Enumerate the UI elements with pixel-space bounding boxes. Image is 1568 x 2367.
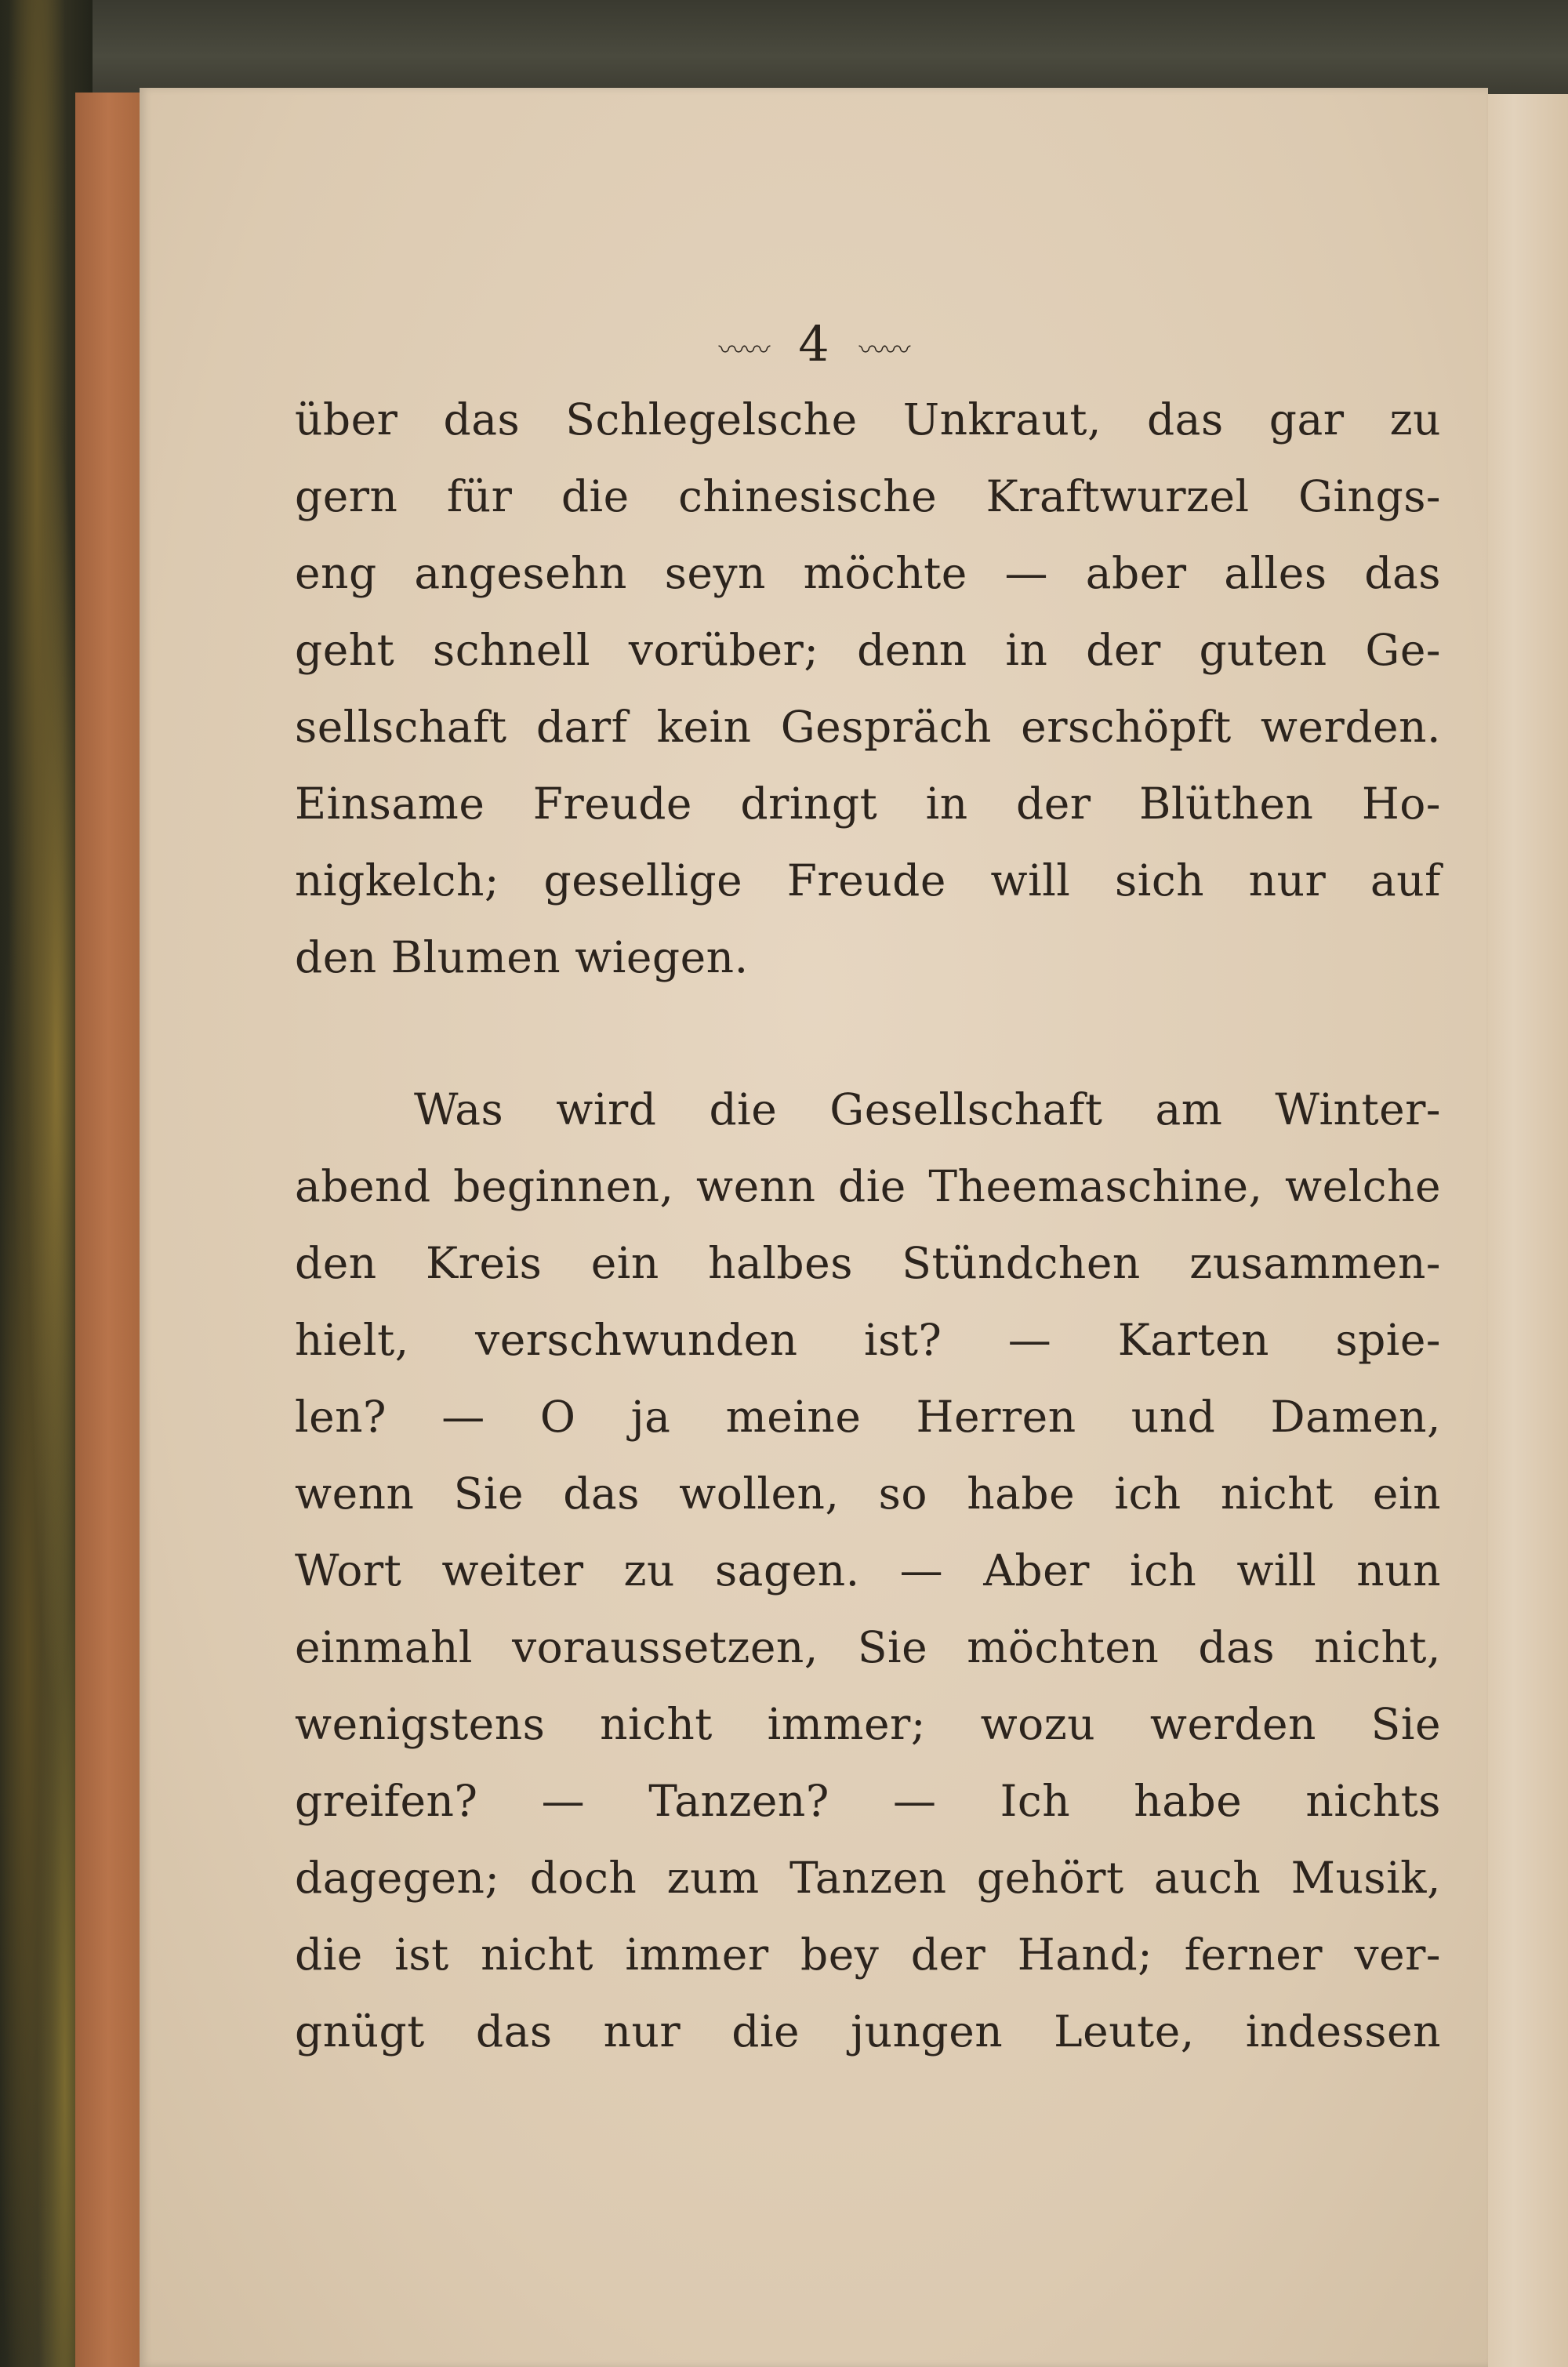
text-line: gnügt das nur die jungen Leute, indessen <box>295 2006 1441 2057</box>
text-line: nigkelch; gesellige Freude will sich nur auf <box>295 855 1441 906</box>
book-page <box>140 88 1488 2367</box>
text-line: Wort weiter zu sagen. — Aber ich will nun <box>295 1545 1441 1596</box>
text-line: eng angesehn seyn möchte — aber alles das <box>295 548 1441 598</box>
text-line: dagegen; doch zum Tanzen gehört auch Musik, <box>295 1853 1441 1903</box>
text-line: sellschaft darf kein Gespräch erschöpft werden. <box>295 702 1441 752</box>
ornament-left-icon: 〰〰 <box>718 335 769 367</box>
text-line: hielt, verschwunden ist? — Karten spie- <box>295 1315 1441 1365</box>
page-number: 4 <box>798 315 829 372</box>
text-line: den Blumen wiegen. <box>295 932 749 982</box>
text-line: einmahl voraussetzen, Sie möchten das nicht, <box>295 1622 1441 1672</box>
pastedown-edge <box>75 93 141 2367</box>
ornament-right-icon: 〰〰 <box>858 335 909 367</box>
text-line: gern für die chinesische Kraftwurzel Gings- <box>295 471 1441 521</box>
text-line: über das Schlegelsche Unkraut, das gar zu <box>295 394 1441 445</box>
text-line: Einsame Freude dringt in der Blüthen Ho- <box>295 779 1441 829</box>
text-line: den Kreis ein halbes Stündchen zusammen- <box>295 1238 1441 1288</box>
text-line: wenigstens nicht immer; wozu werden Sie <box>295 1699 1441 1749</box>
text-line: die ist nicht immer bey der Hand; ferner ver- <box>295 1930 1441 1980</box>
body-text <box>140 88 1488 2367</box>
text-line: geht schnell vorüber; denn in der guten Ge- <box>295 625 1441 675</box>
text-line: Was wird die Gesellschaft am Winter- <box>414 1084 1441 1134</box>
text-line: wenn Sie das wollen, so habe ich nicht ein <box>295 1468 1441 1519</box>
text-line: len? — O ja meine Herren und Damen, <box>295 1392 1441 1442</box>
text-line: abend beginnen, wenn die Theemaschine, welche <box>295 1161 1441 1211</box>
next-page-edge <box>1474 94 1568 2367</box>
text-line: greifen? — Tanzen? — Ich habe nichts <box>295 1776 1441 1826</box>
binding-top-edge <box>0 0 1568 94</box>
